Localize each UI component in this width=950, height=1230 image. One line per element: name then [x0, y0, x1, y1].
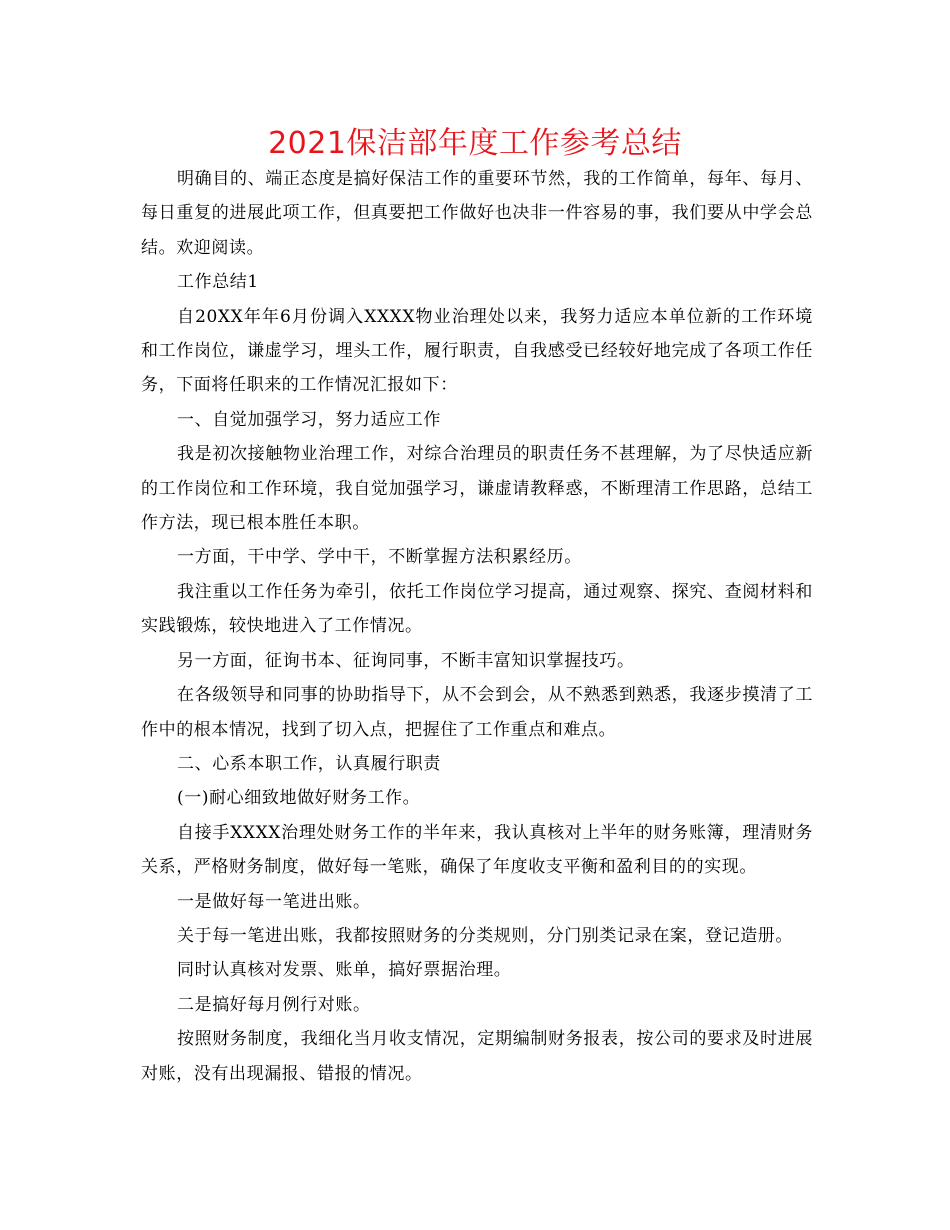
- body-paragraph: 自接手XXXX治理处财务工作的半年来，我认真核对上半年的财务账簿，理清财务关系，严格财务制度，做好每一笔账，确保了年度收支平衡和盈利目的的实现。: [141, 822, 813, 878]
- body-paragraph: 另一方面，征询书本、征询同事，不断丰富知识掌握技巧。: [177, 650, 635, 671]
- body-paragraph: 自20XX年年6月份调入XXXX物业治理处以来，我努力适应本单位新的工作环境和工作岗位，谦虚学习，埋头工作，履行职责，自我感受已经较好地完成了各项工作任务，下面将任职来的工作情况汇报如下：: [141, 306, 813, 396]
- section-heading-study: 一、自觉加强学习，努力适应工作: [177, 409, 441, 430]
- body-paragraph: 关于每一笔进出账，我都按照财务的分类规则，分门别类记录在案，登记造册。: [177, 925, 793, 946]
- body-paragraph: 在各级领导和同事的协助指导下，从不会到会，从不熟悉到熟悉，我逐步摸清了工作中的根本情况，找到了切入点，把握住了工作重点和难点。: [141, 685, 813, 740]
- document-title: 2021保洁部年度工作参考总结: [268, 126, 682, 161]
- intro-paragraph: 明确目的、端正态度是搞好保洁工作的重要环节然，我的工作简单，每年、每月、每日重复的进展此项工作，但真要把工作做好也决非一件容易的事，我们要从中学会总结。欢迎阅读。: [141, 169, 813, 258]
- body-paragraph: 二是搞好每月例行对账。: [177, 994, 371, 1015]
- subsection-heading-finance: (一)耐心细致地做好财务工作。: [177, 788, 421, 809]
- document-body: [141, 162, 813, 1091]
- section-heading-duties: 二、心系本职工作，认真履行职责: [177, 753, 441, 774]
- body-paragraph: 我是初次接触物业治理工作，对综合治理员的职责任务不甚理解，为了尽快适应新的工作岗位和工作环境，我自觉加强学习，谦虚请教释惑，不断理清工作思路，总结工作方法，现已根本胜任本职。: [141, 444, 813, 534]
- body-paragraph: 一是做好每一笔进出账。: [177, 891, 371, 912]
- body-paragraph: 我注重以工作任务为牵引，依托工作岗位学习提高，通过观察、探究、查阅材料和实践锻炼，较快地进入了工作情况。: [141, 581, 813, 637]
- body-paragraph: 按照财务制度，我细化当月收支情况，定期编制财务报表，按公司的要求及时进展对账，没有出现漏报、错报的情况。: [141, 1029, 813, 1084]
- body-paragraph: 一方面，干中学、学中干，不断掌握方法积累经历。: [177, 547, 582, 568]
- body-paragraph: 同时认真核对发票、账单，搞好票据治理。: [177, 960, 512, 981]
- section-heading-summary-1: 工作总结1: [177, 272, 259, 293]
